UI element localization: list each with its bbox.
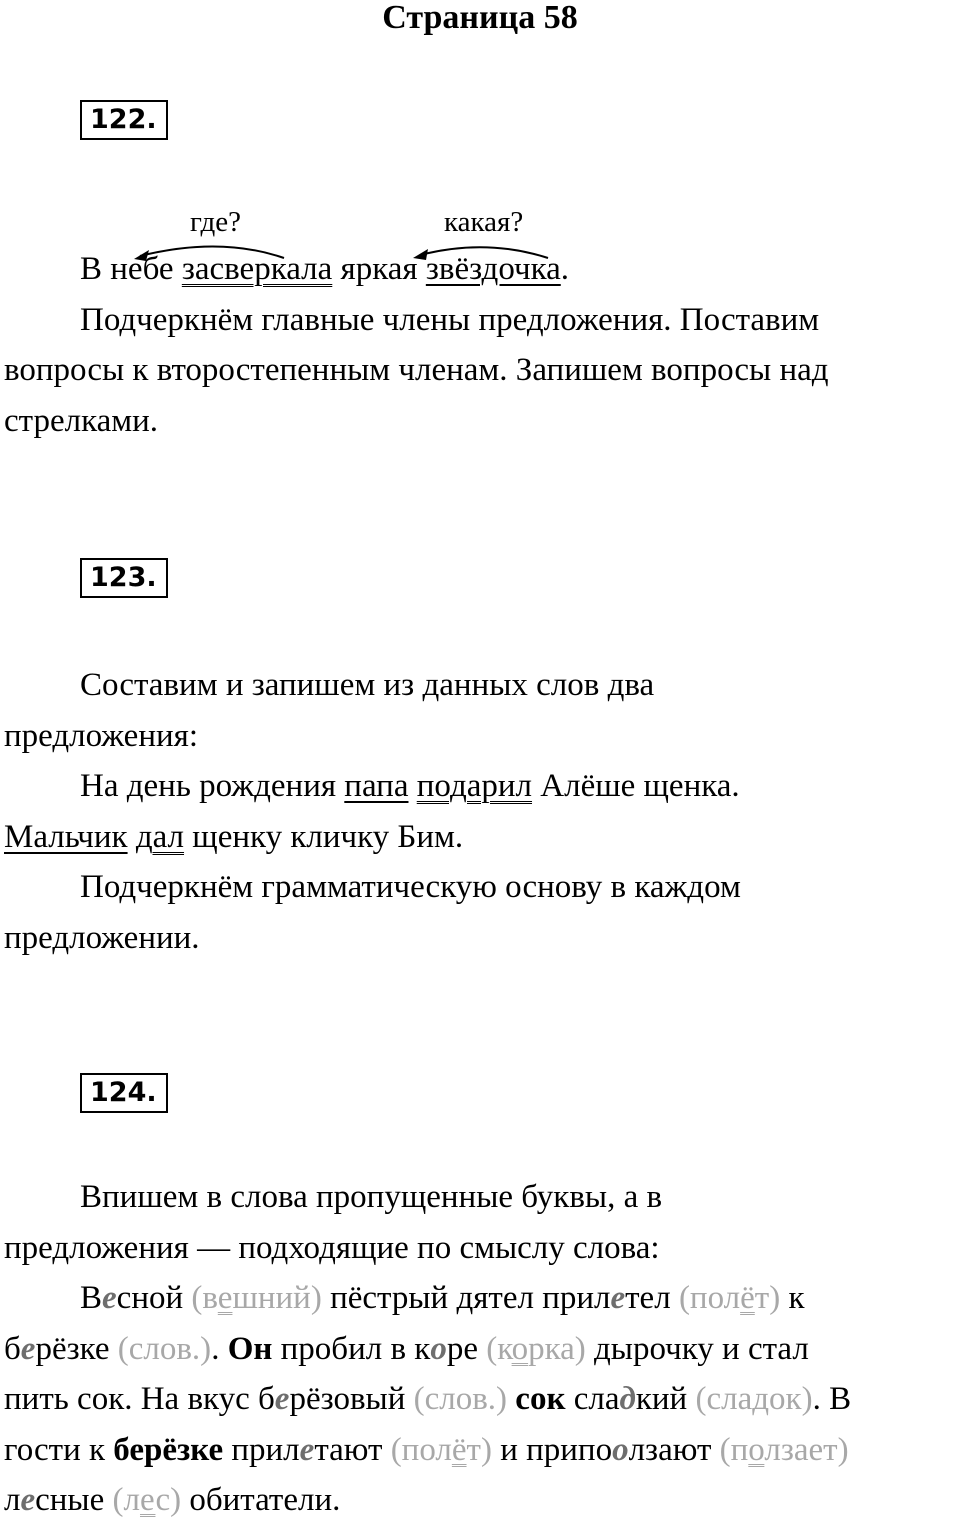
check-word: (полёт): [390, 1431, 492, 1468]
sentence-period: .: [560, 251, 569, 287]
word-yarkaya: яркая: [340, 251, 418, 287]
text-fragment: прил: [231, 1431, 300, 1468]
question-label-where: где?: [190, 206, 241, 238]
question-label-which: какая?: [444, 206, 524, 238]
text-line: вопросы к второстепенным членам. Запишем вопросы над: [4, 352, 829, 388]
inserted-letter: е: [299, 1431, 315, 1468]
check-word: (ползает): [719, 1431, 849, 1468]
check-word: (сладок): [695, 1381, 813, 1417]
word-v-nebe: В небе: [80, 251, 174, 287]
text-fragment: кий: [635, 1381, 688, 1417]
text-fragment: На день рождения: [80, 768, 337, 804]
text-line: Подчеркнём главные члены предложения. Поставим: [80, 301, 820, 338]
inserted-letter: о: [430, 1330, 447, 1367]
text-fragment: сной: [116, 1280, 184, 1316]
task-number-123: 123.: [80, 558, 168, 598]
text-fragment: тел: [625, 1280, 671, 1316]
inserted-letter: е: [20, 1482, 36, 1518]
exercise-line-3: [4, 1374, 960, 1425]
check-word: (слов.): [413, 1381, 508, 1417]
text-line: Впишем в слова пропущенные буквы, а в: [80, 1179, 663, 1215]
text-fragment: .: [211, 1330, 220, 1367]
inserted-letter: е: [102, 1280, 117, 1316]
text-fragment: пить сок. На вкус б: [4, 1381, 275, 1417]
text-line: предложении.: [4, 919, 200, 956]
task-number-124: 124.: [80, 1073, 168, 1113]
text-fragment: щенку кличку Бим.: [192, 818, 464, 855]
exercise-line-4: [4, 1425, 960, 1476]
check-word: (полёт): [678, 1280, 781, 1316]
text-fragment: лзают: [628, 1431, 712, 1468]
predicate: засверкала: [181, 251, 333, 287]
text-line: предложения:: [4, 717, 198, 754]
inserted-letter: е: [274, 1381, 290, 1417]
text-fragment: гости к: [4, 1431, 106, 1468]
text-fragment: ре: [446, 1330, 478, 1367]
text-line: предложения — подходящие по смыслу слова:: [4, 1229, 660, 1266]
subject: папа: [344, 768, 409, 804]
check-word: (слов.): [117, 1330, 212, 1367]
text-fragment: сла: [573, 1381, 620, 1417]
task-number-122: 122.: [80, 100, 168, 140]
inserted-letter: д: [619, 1381, 636, 1417]
text-fragment: к: [788, 1280, 805, 1316]
check-word: (корка): [486, 1330, 586, 1367]
text-fragment: пёстрый дятел прил: [330, 1280, 611, 1316]
check-word: (лес): [112, 1482, 182, 1518]
inserted-word: берёзке: [113, 1431, 224, 1468]
text-fragment: . В: [812, 1381, 852, 1417]
subject: Мальчик: [4, 818, 128, 855]
text-fragment: б: [4, 1330, 21, 1367]
exercise-line-1: [4, 1273, 960, 1324]
predicate: подарил: [416, 768, 533, 804]
text-fragment: тают: [314, 1431, 383, 1468]
task122-text: [4, 244, 960, 446]
text-fragment: рёзке: [35, 1330, 110, 1367]
sentence-line: [4, 812, 960, 863]
text-line: Подчеркнём грамматическую основу в каждом: [80, 869, 741, 905]
subject: звёздочка: [425, 251, 561, 287]
text-line: стрелками.: [4, 402, 159, 439]
text-fragment: пробил в к: [280, 1330, 431, 1367]
inserted-word: сок: [515, 1381, 566, 1417]
text-fragment: сные: [35, 1482, 105, 1518]
inserted-word: Он: [227, 1330, 273, 1367]
task124-text: [4, 1172, 960, 1526]
inserted-letter: о: [612, 1431, 629, 1468]
exercise-line-5: [4, 1475, 960, 1526]
text-fragment: дырочку и стал: [594, 1330, 809, 1367]
exercise-line-2: [4, 1324, 960, 1375]
check-word: (вешний): [191, 1280, 322, 1316]
page-title: Страница 58: [382, 0, 578, 36]
text-fragment: обитатели.: [189, 1482, 341, 1518]
text-fragment: рёзовый: [289, 1381, 406, 1417]
inserted-letter: е: [610, 1280, 626, 1316]
task123-text: [4, 660, 960, 963]
predicate: дал: [135, 818, 185, 855]
sentence-line: [4, 244, 960, 295]
inserted-letter: е: [20, 1330, 36, 1367]
text-fragment: л: [4, 1482, 21, 1518]
text-fragment: Алёше щенка.: [540, 768, 740, 804]
text-fragment: и припо: [500, 1431, 613, 1468]
sentence-line: [4, 761, 960, 812]
text-fragment: В: [80, 1280, 103, 1316]
text-line: Составим и запишем из данных слов два: [80, 667, 655, 703]
